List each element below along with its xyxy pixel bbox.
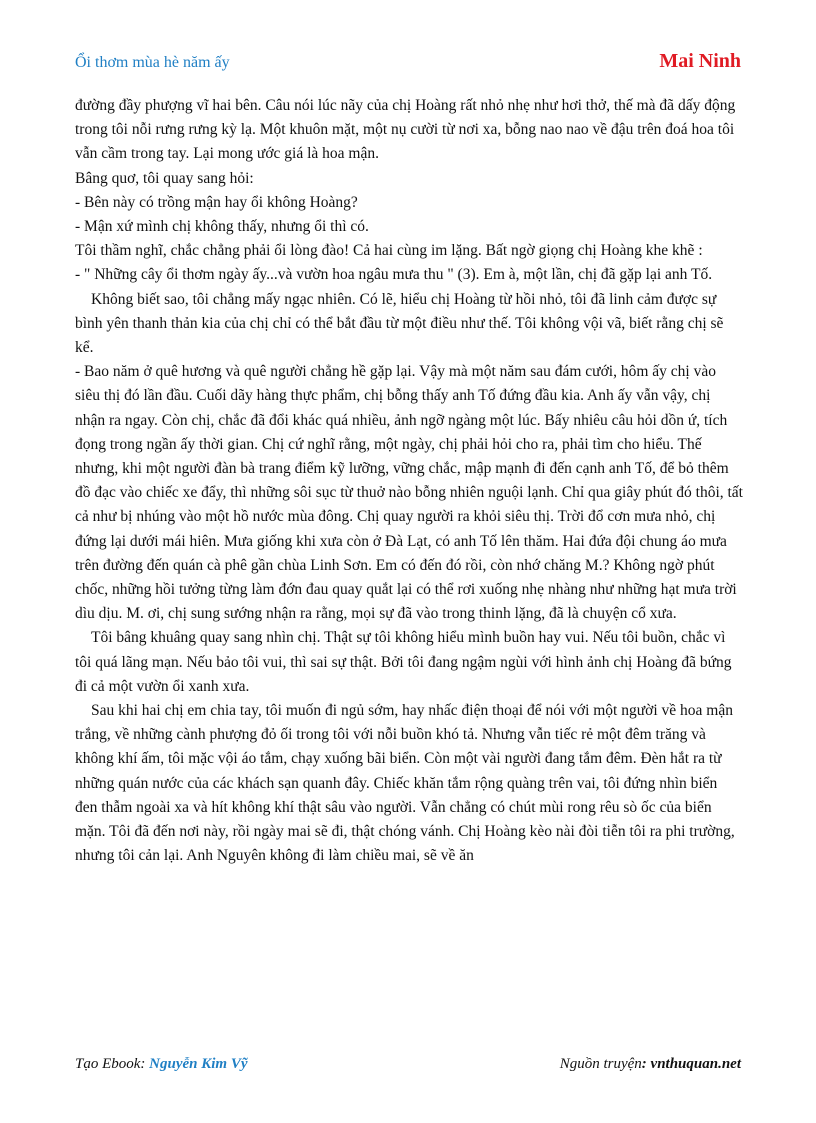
book-title: Ổi thơm mùa hè năm ấy [75,54,230,71]
source-credit-label: Nguồn truyện [559,1056,642,1072]
author-name: Mai Ninh [659,50,741,72]
ebook-credit-separator: : [140,1056,150,1072]
dialogue-line: - Bên này có trồng mận hay ổi không Hoàng? [75,193,358,211]
dialogue-line: - " Những cây ổi thơm ngày ấy...và vườn hoa ngâu mưa thu " (3). Em à, một lần, chị đã gặp lại anh Tố. [75,266,713,284]
ebook-credit-label: Tạo Ebook [75,1056,141,1072]
paragraph: Tôi bâng khuâng quay sang nhìn chị. Thật sự tôi không hiểu mình buồn hay vui. Nếu tôi buồn, chắc vì tôi quá lãng mạn. Nếu bảo tôi vui, thì sai sự thật. Bởi tôi đang ngậm ngùi với hình ảnh chị Hoàng đã bứng đi cả một vườn ổi xanh xưa. [75,629,732,695]
source-credit-separator: : [641,1056,651,1072]
paragraph: Sau khi hai chị em chia tay, tôi muốn đi ngủ sớm, hay nhấc điện thoại để nói với một người về hoa mận trắng, về những cành phượng đỏ ối trong tôi với nỗi buồn khó tả. Nhưng vẫn tiếc rẻ một đêm trăng và không khí ấm, tôi mặc vội áo tắm, chạy xuống bãi biển. Còn một vài người đang tắm đêm. Đèn hắt ra từ những quán nước của các khách sạn quanh đây. Chiếc khăn tắm rộng quàng trên vai, tôi đứng nhìn biển đen thẫm ngoài xa và hít không khí thật sâu vào người. Vẫn chẳng có chút mùi rong rêu sò ốc của biển mặn. Tôi đã đến nơi này, rồi ngày mai sẽ đi, thật chóng vánh. Chị Hoàng kèo nài đòi tiễn tôi ra phi trường, nhưng tôi cản lại. Anh Nguyên không đi làm chiều mai, sẽ về ăn [75,702,735,865]
paragraph: Không biết sao, tôi chẳng mấy ngạc nhiên. Có lẽ, hiểu chị Hoàng từ hồi nhỏ, tôi đã linh cảm được sự bình yên thanh thản kia của chị chỉ có thể bắt đầu từ một điều như thế. Tôi không vội vã, biết rằng chị sẽ kể. [75,290,724,357]
ebook-credit [75,1056,248,1073]
paragraph: Tôi thầm nghĩ, chắc chẳng phải ổi lòng đào! Cả hai cùng im lặng. Bất ngờ giọng chị Hoàng khe khẽ : [75,242,703,260]
dialogue-line: - Bao năm ở quê hương và quê người chẳng hề gặp lại. Vậy mà một năm sau đám cưới, hôm ấy chị vào siêu thị đó lần đầu. Cuối dãy hàng thực phẩm, chị bỗng thấy anh Tố đứng đầu kia. Anh ấy vẫn vậy, chị nhận ra ngay. Còn chị, chắc đã đổi khác quá nhiều, ảnh ngỡ ngàng một lúc. Bấy nhiêu câu hỏi dồn ứ, tích đọng trong ngần ấy thời gian. Chị cứ nghĩ rằng, một ngày, chị phải hỏi cho ra, phải tìm cho hiểu. Thế nhưng, khi một người đàn bà trang điểm kỹ lưỡng, vững chắc, mập mạnh đi đến cạnh anh Tố, để bỏ thêm đồ đạc vào chiếc xe đẩy, thì những sôi sục từ thuở nào bỗng nhiên nguội lạnh. Chỉ qua giây phút đó thôi, tất cả như bị nhúng vào một hồ nước mùa đông. Chị quay người ra khỏi siêu thị. Trời đổ cơn mưa nhỏ, chị đứng lại dưới mái hiên. Mưa giống khi xưa còn ở Đà Lạt, có anh Tố lên thăm. Hai đứa đội chung áo mưa trên đường đến quán cà phê gần chùa Linh Sơn. Em có đến đó rồi, còn nhớ chăng M.? Không ngờ phút chốc, những hồi tưởng từng làm đớn đau quay quắt lại có thể rơi xuống nhẹ nhàng như những hạt mưa trời dìu dịu. M. ơi, chị sung sướng nhận ra rằng, mọi sự đã vào trong thinh lặng, đã là chuyện cổ xưa. [75,363,743,623]
source-credit [560,1056,741,1073]
story-body [75,94,743,869]
page-header [75,50,741,76]
dialogue-line: - Mận xứ mình chị không thấy, nhưng ổi thì có. [75,218,369,236]
paragraph: đường đầy phượng vĩ hai bên. Câu nói lúc nãy của chị Hoàng rất nhỏ nhẹ như hơi thở, thế mà đã dấy động trong tôi nỗi rưng rưng kỳ lạ. Một khuôn mặt, một nụ cười từ nơi xa, bỗng nao nao về đậu trên đoá hoa tôi vẫn cầm trong tay. Lại mong ước giá là hoa mận. [75,97,736,163]
paragraph: Bâng quơ, tôi quay sang hỏi: [75,169,254,187]
ebook-creator-name: Nguyễn Kim Vỹ [149,1056,248,1072]
source-site: vnthuquan.net [650,1056,741,1072]
